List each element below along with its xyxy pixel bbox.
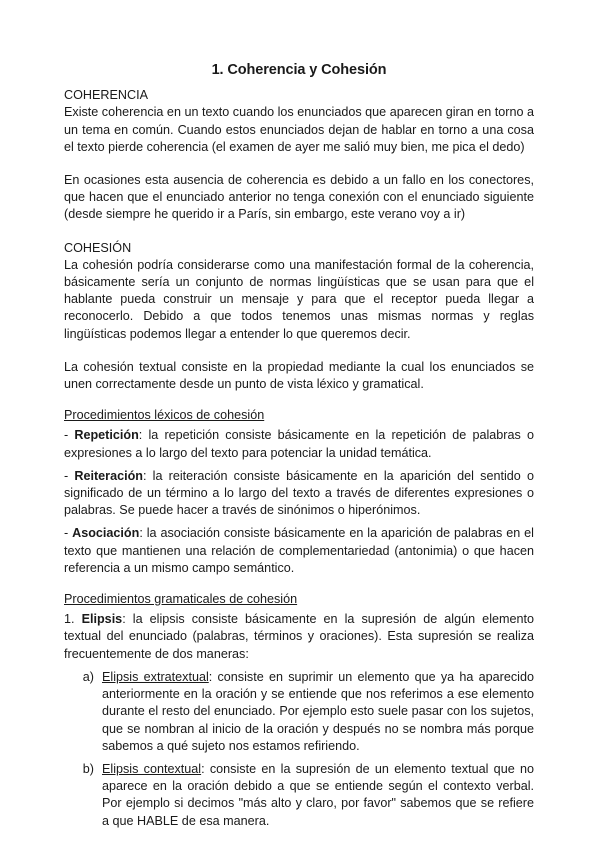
item-text: : la elipsis consiste básicamente en la supresión de algún elemento textual del enunciado (palabras, términos y oraciones). Esta supresión se realiza frecuentemente de dos maneras: (64, 612, 534, 661)
gramaticales-item-elipsis (64, 611, 534, 663)
item-prefix: - (64, 468, 75, 483)
subitem-text: : consiste en suprimir un elemento que ya ha aparecido anteriormente en la oración y se entiende que nos referimos a ese elemento durante el resto del enunciado. Por ejemplo esto suele pasar con los sujetos, que se nombran al inicio de la oración y después no se nombra más porque sabemos a qué sujeto nos estamos refiriendo. (102, 669, 534, 753)
item-term: Repetición (74, 428, 139, 443)
document-title: 1. Coherencia y Cohesión (211, 62, 387, 78)
elipsis-sublist (64, 669, 534, 830)
item-prefix: 1. (64, 612, 82, 627)
subitem-letter: a) (82, 669, 94, 684)
subitem-body (102, 669, 534, 755)
item-text: : la asociación consiste básicamente en la aparición de palabras en el texto que mantienen una relación de complementariedad (antonimia) o que hacen referencia a un mismo campo semántico. (64, 526, 534, 575)
lexicos-item-repeticion (64, 427, 534, 461)
lexicos-heading: Procedimientos léxicos de cohesión (64, 408, 265, 423)
item-prefix: - (64, 526, 73, 541)
coherencia-paragraph-1: Existe coherencia en un texto cuando los enunciados que aparecen giran en torno a un tema en común. Cuando estos enunciados dejan de hablar en torno a una cosa el texto pierde coherencia (el examen de ayer me salió muy bien, me pica el dedo) (64, 105, 534, 154)
document-page (64, 62, 534, 836)
item-term: Asociación (72, 526, 140, 541)
lexicos-item-asociacion (64, 525, 534, 577)
item-term: Elipsis (81, 612, 123, 627)
lexicos-item-reiteracion (64, 468, 534, 520)
cohesion-heading: COHESIÓN (64, 240, 132, 255)
subitem-body (102, 761, 534, 830)
elipsis-subitem-contextual (64, 761, 534, 830)
cohesion-paragraph-2: La cohesión textual consiste en la propiedad mediante la cual los enunciados se unen correctamente desde un punto de vista léxico y gramatical. (64, 359, 534, 392)
item-prefix: - (64, 428, 75, 443)
elipsis-subitem-extratextual (64, 669, 534, 755)
subitem-term: Elipsis contextual (102, 761, 202, 776)
item-text: : la repetición consiste básicamente en la repetición de palabras o expresiones a lo largo del texto para potenciar la unidad temática. (64, 428, 534, 460)
item-text: : la reiteración consiste básicamente en la aparición del sentido o significado de un término a lo largo del texto a través de diferentes expresiones o palabras. Se puede hacer a través de sinónimos o hiperónimos. (64, 468, 534, 518)
subitem-text: : consiste en la supresión de un elemento textual que no aparece en la oración debido a que se entiende según el contexto verbal. Por ejemplo si decimos "más alto y claro, por favor" sabemos que se refiere a que HABLE de esa manera. (102, 761, 534, 828)
item-term: Reiteración (74, 468, 143, 483)
gramaticales-heading: Procedimientos gramaticales de cohesión (64, 592, 298, 607)
coherencia-paragraph-2: En ocasiones esta ausencia de coherencia es debido a un fallo en los conectores, que hacen que el enunciado anterior no tenga conexión con el enunciado siguiente (desde siempre he querido ir a París, sin embargo, este verano voy a ir) (64, 173, 534, 222)
subitem-term: Elipsis extratextual (102, 669, 209, 684)
cohesion-paragraph-1: La cohesión podría considerarse como una manifestación formal de la coherencia, básicamente sería un conjunto de normas lingüísticas que se usan para que el hablante pueda construir un mensaje y para que el receptor pueda llegar a reconocerlo. Debido a que todos tenemos unas mismas normas y reglas lingüísticas podemos llegar a entender lo que queremos decir. (64, 257, 534, 341)
coherencia-heading: COHERENCIA (64, 88, 148, 103)
subitem-letter: b) (82, 761, 94, 776)
